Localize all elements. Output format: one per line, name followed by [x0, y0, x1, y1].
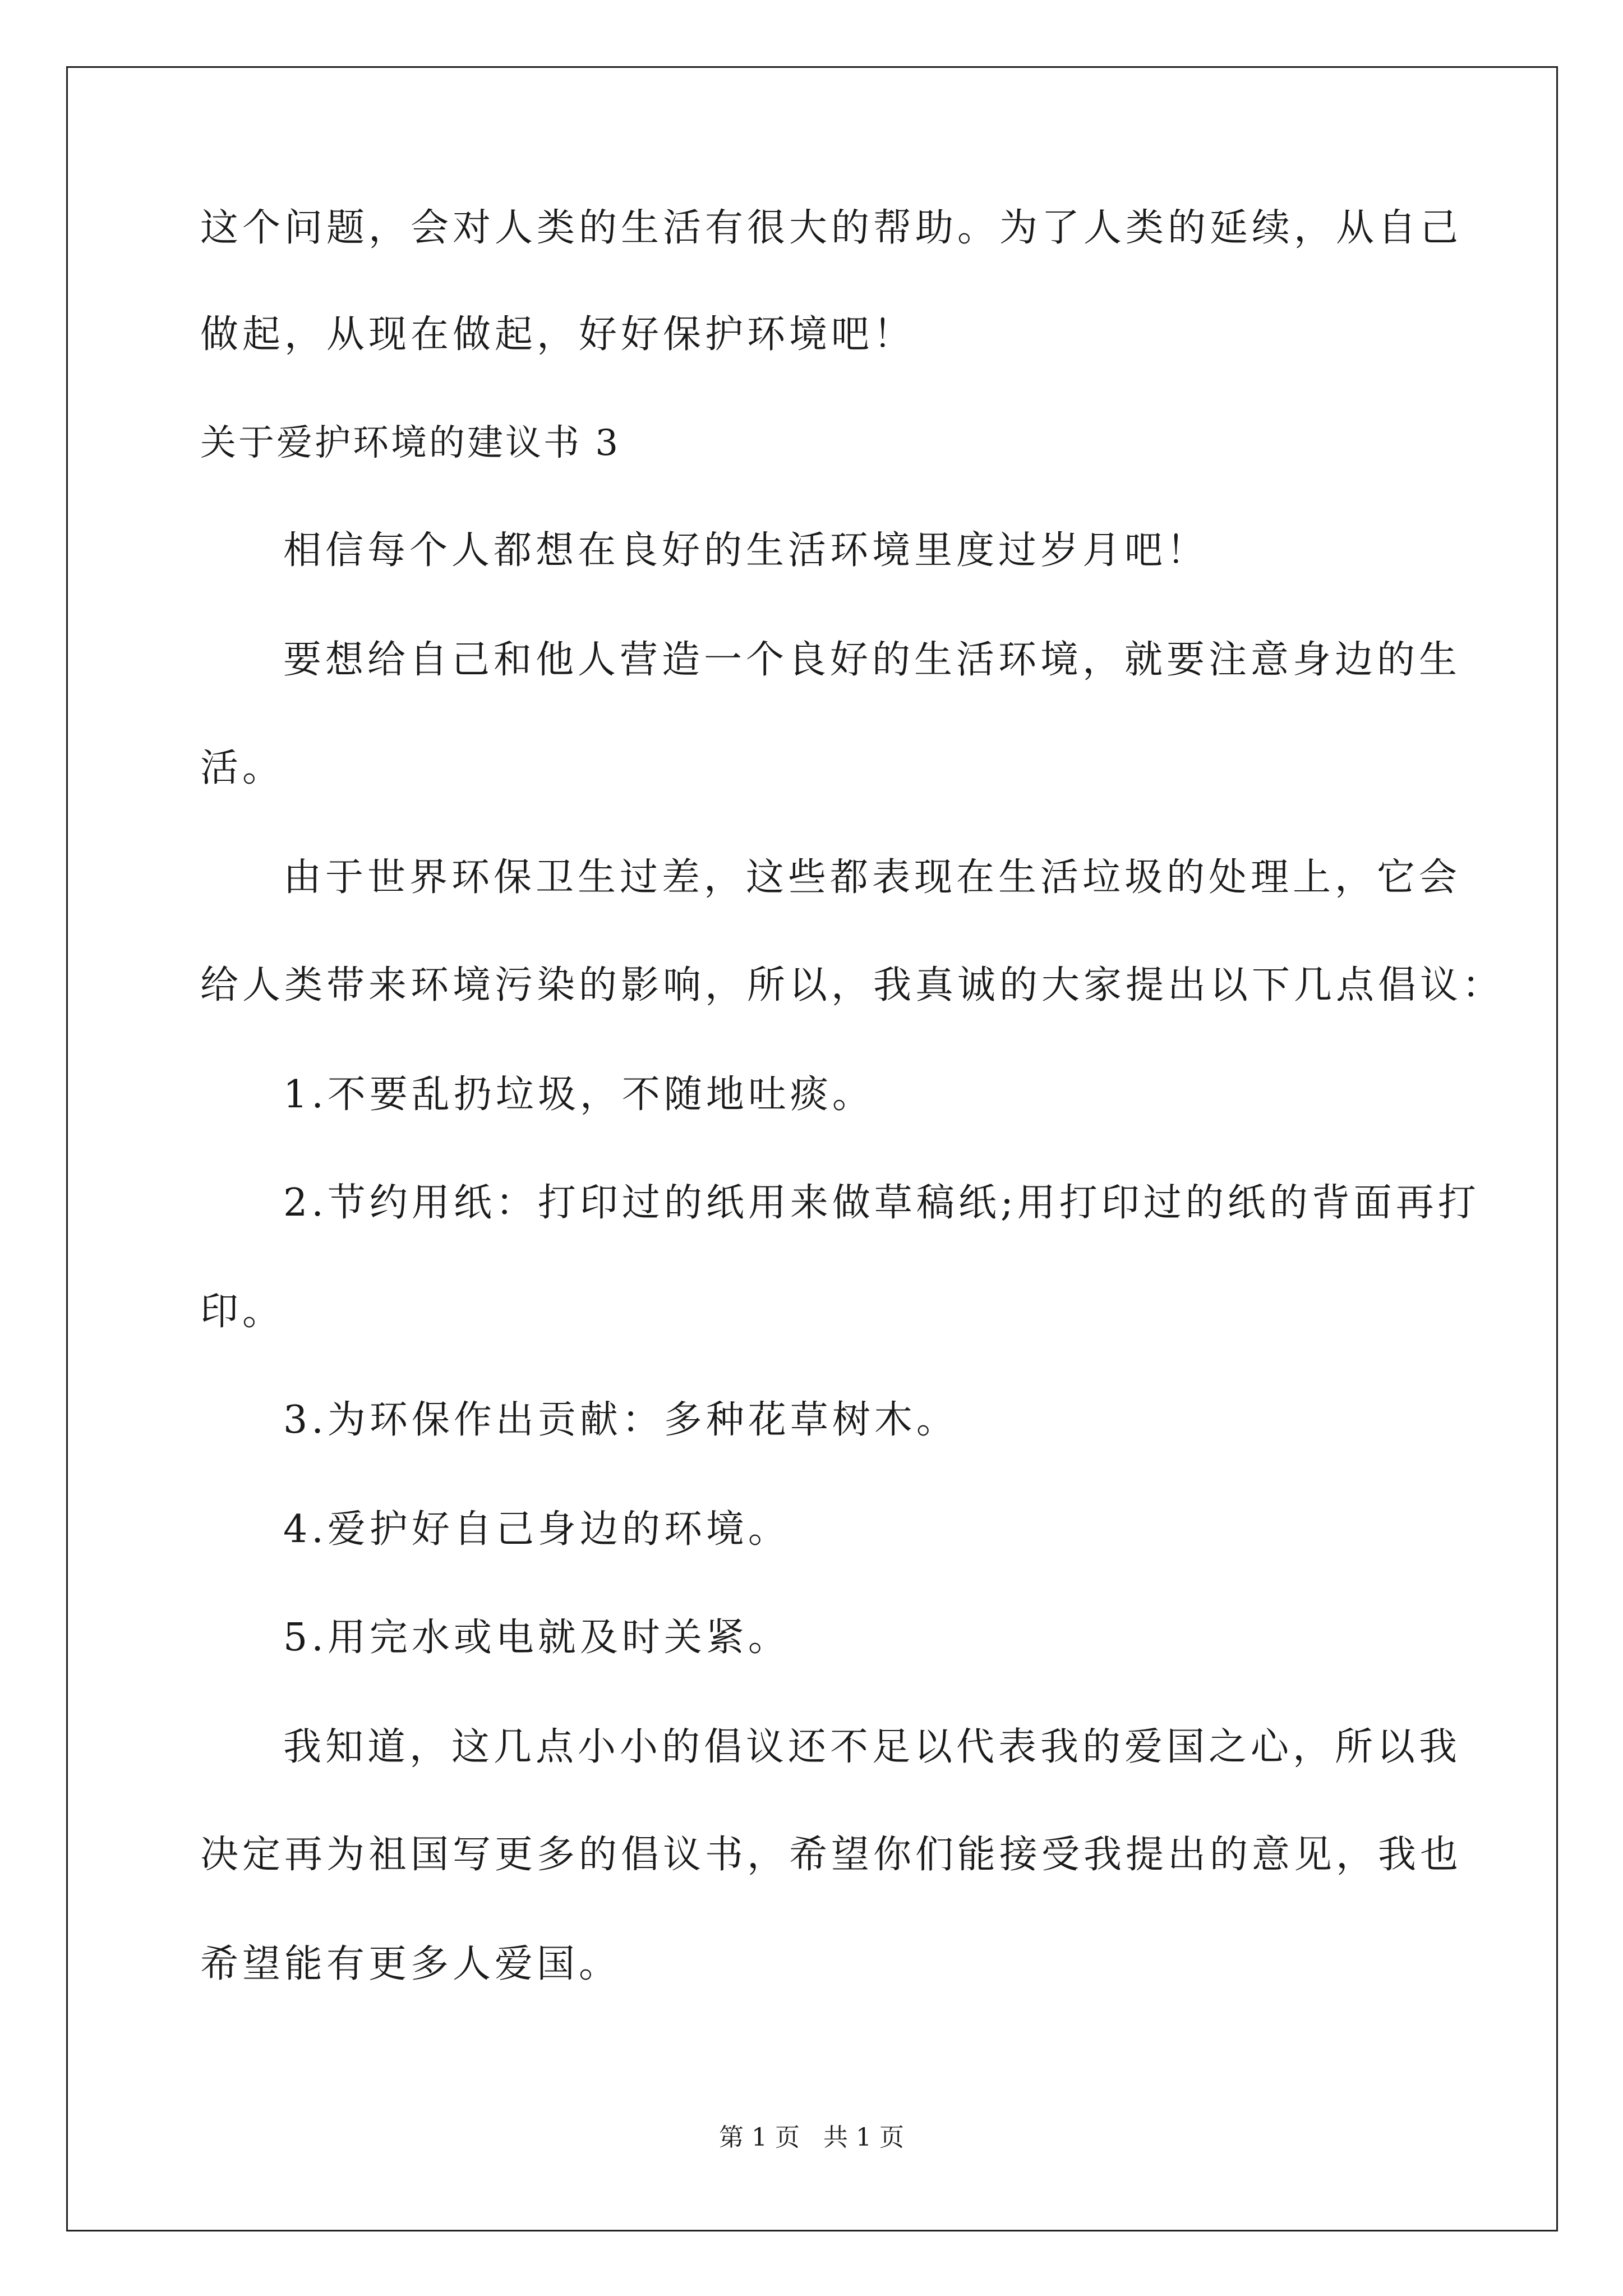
paragraph-line: 我知道，这几点小小的倡议还不足以代表我的爱国之心，所以我	[283, 1725, 1461, 1769]
list-item: 1.不要乱扔垃圾，不随地吐痰。	[283, 1073, 874, 1117]
list-item: 2.节约用纸：打印过的纸用来做草稿纸;用打印过的纸的背面再打	[283, 1181, 1480, 1225]
paragraph-line: 希望能有更多人爱国。	[200, 1942, 621, 1986]
list-item: 5.用完水或电就及时关紧。	[283, 1616, 790, 1660]
paragraph-line: 做起，从现在做起，好好保护环境吧！	[200, 312, 916, 357]
paragraph-line: 印。	[200, 1290, 285, 1334]
paragraph-line: 要想给自己和他人营造一个良好的生活环境，就要注意身边的生	[283, 638, 1461, 682]
section-heading: 关于爱护环境的建议书 3	[200, 422, 621, 464]
list-item: 3.为环保作出贡献：多种花草树木。	[283, 1398, 958, 1442]
page-border	[66, 66, 1558, 2231]
page-total: 共 1 页	[823, 2123, 904, 2152]
page-number: 第 1 页	[719, 2123, 800, 2152]
paragraph-line: 这个问题，会对人类的生活有很大的帮助。为了人类的延续，从自己	[200, 206, 1463, 250]
paragraph-line: 由于世界环保卫生过差，这些都表现在生活垃圾的处理上，它会	[283, 855, 1461, 900]
page-footer	[0, 2122, 1623, 2154]
paragraph-line: 给人类带来环境污染的影响，所以，我真诚的大家提出以下几点倡议：	[200, 963, 1505, 1007]
list-item: 4.爱护好自己身边的环境。	[283, 1507, 790, 1552]
paragraph-line: 相信每个人都想在良好的生活环境里度过岁月吧！	[283, 528, 1209, 573]
paragraph-line: 活。	[200, 746, 285, 790]
paragraph-line: 决定再为祖国写更多的倡议书，希望你们能接受我提出的意见，我也	[200, 1833, 1463, 1877]
